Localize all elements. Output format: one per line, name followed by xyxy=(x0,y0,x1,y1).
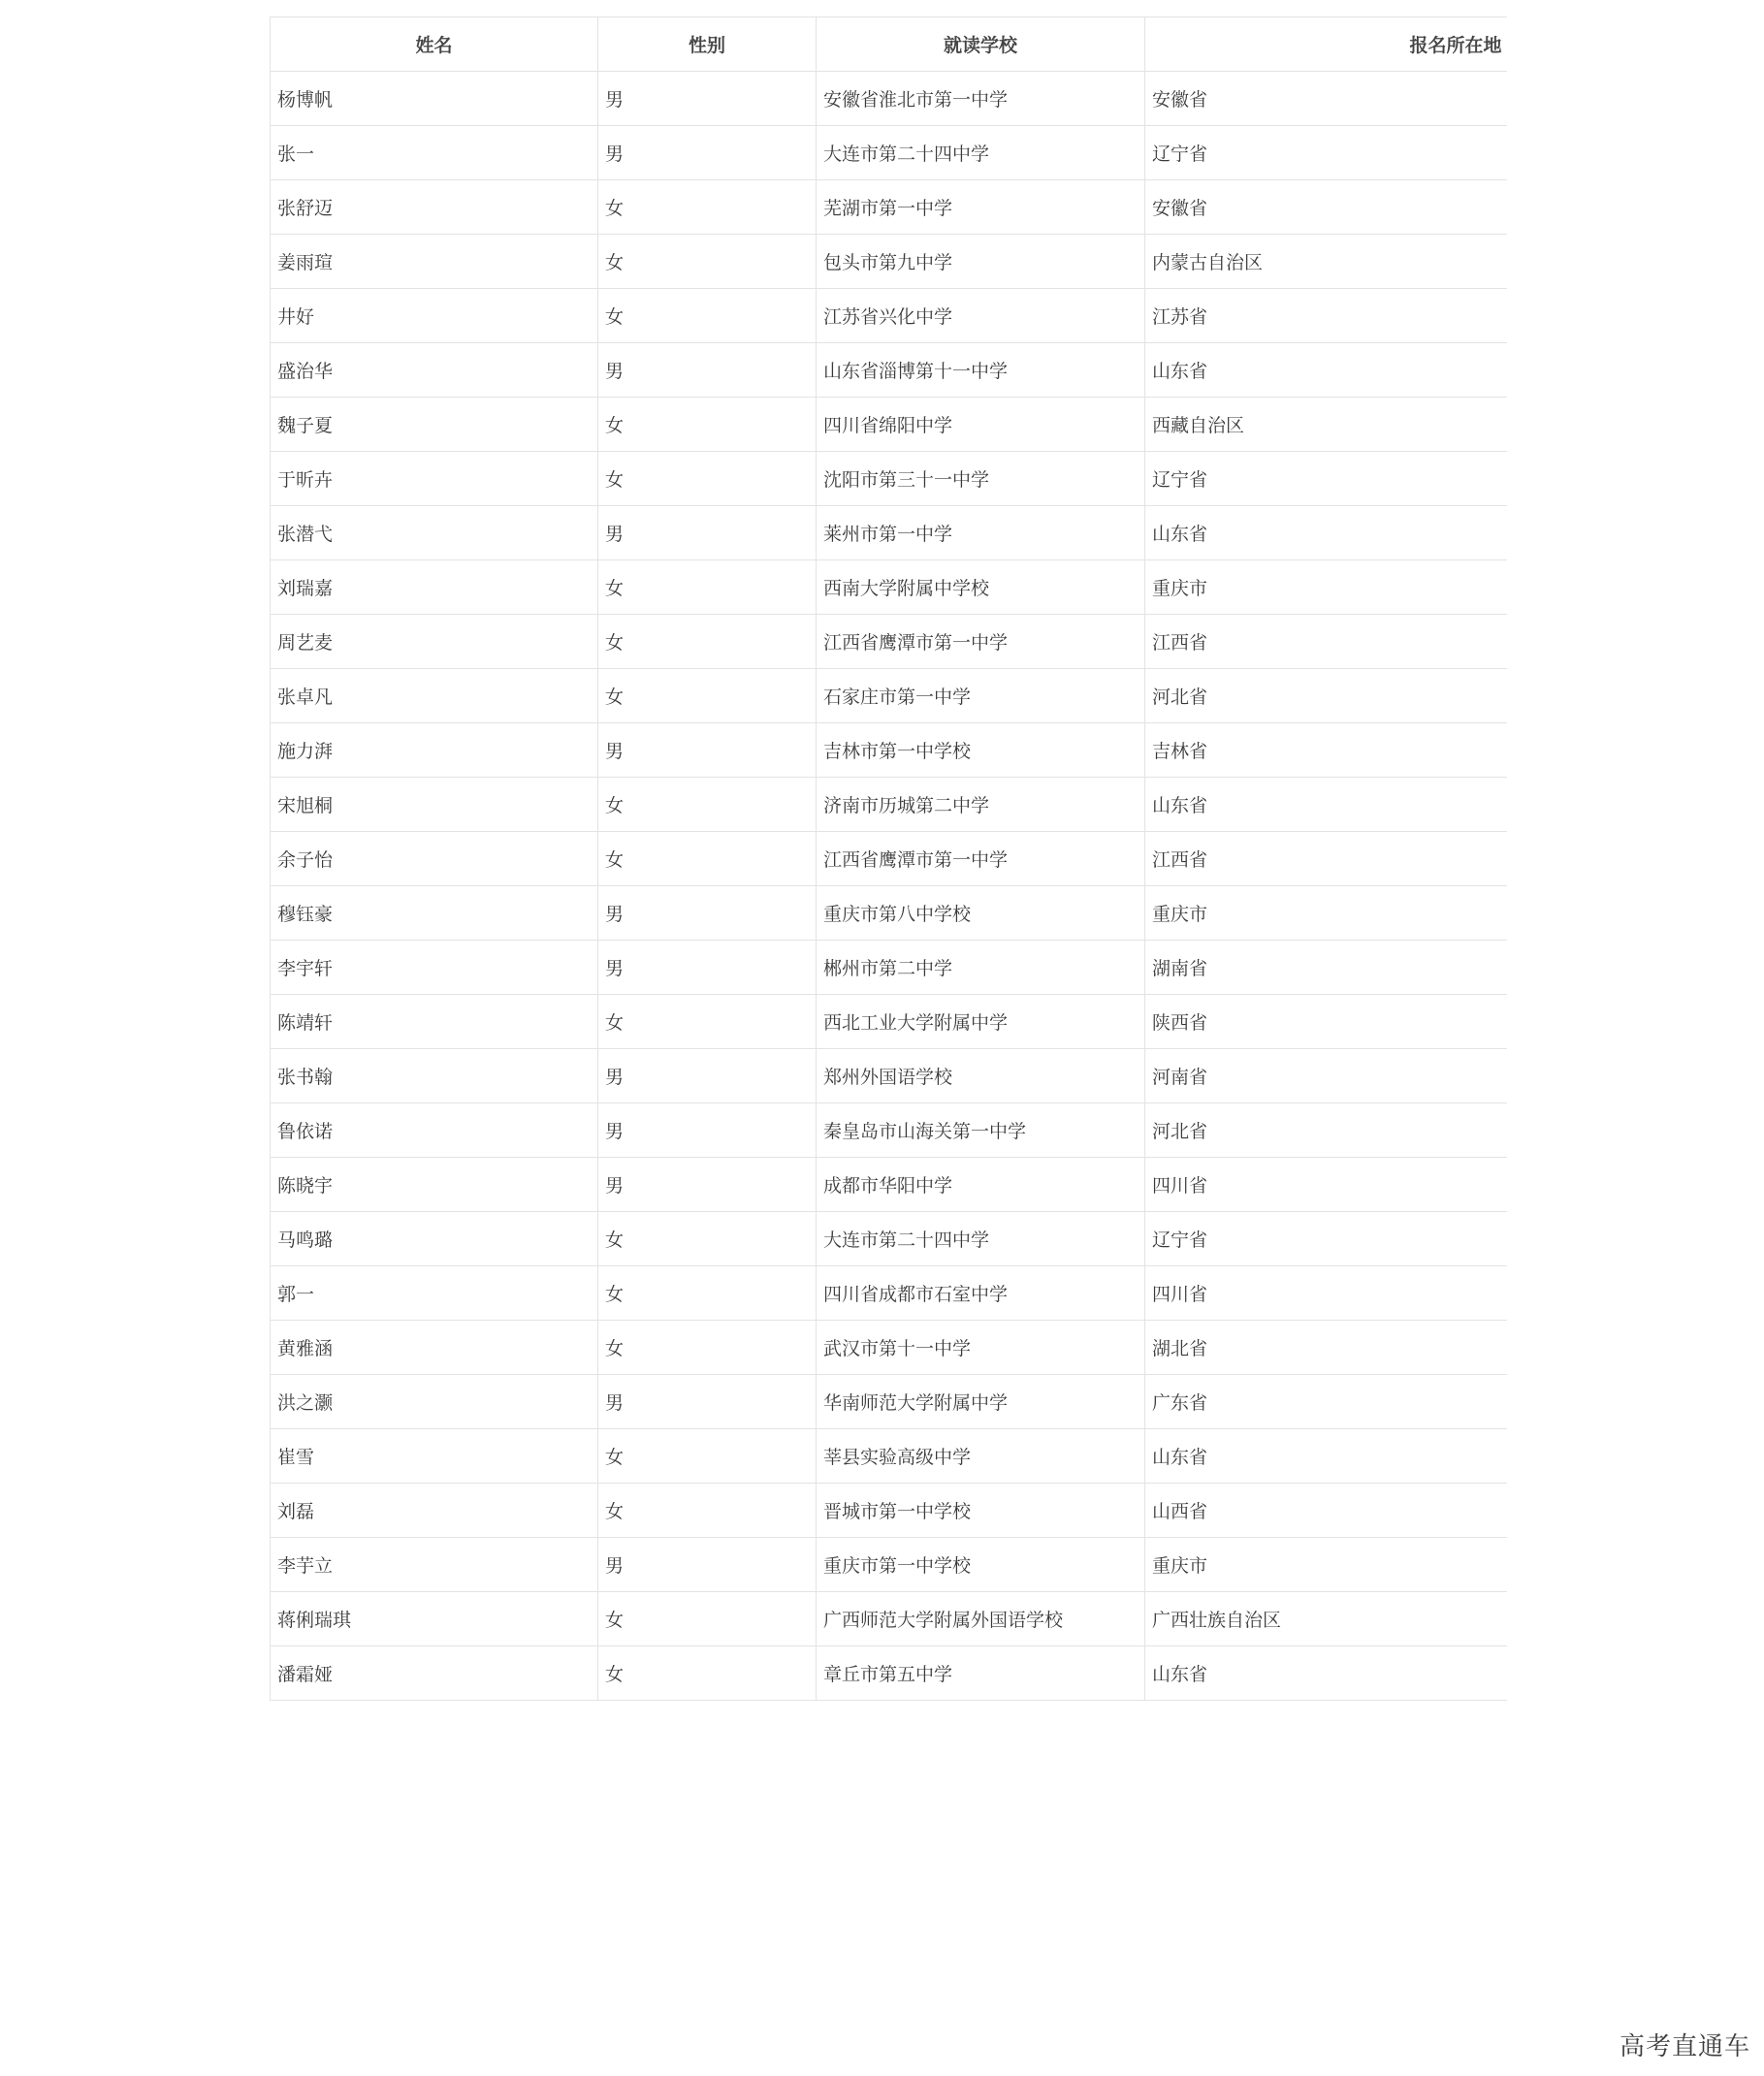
cell-gender: 女 xyxy=(598,289,817,343)
cell-region: 山东省 xyxy=(1145,343,1508,398)
cell-school: 芜湖市第一中学 xyxy=(817,180,1145,235)
cell-school: 大连市第二十四中学 xyxy=(817,1212,1145,1266)
cell-name: 张卓凡 xyxy=(271,669,598,723)
cell-name: 蒋俐瑞琪 xyxy=(271,1592,598,1646)
table-row xyxy=(271,723,1508,778)
table-row xyxy=(271,398,1508,452)
cell-region: 山东省 xyxy=(1145,1429,1508,1484)
cell-name: 马鸣璐 xyxy=(271,1212,598,1266)
cell-name: 洪之灏 xyxy=(271,1375,598,1429)
cell-gender: 男 xyxy=(598,723,817,778)
roster-table-container xyxy=(270,16,1507,1701)
cell-name: 黄雅涵 xyxy=(271,1321,598,1375)
cell-region: 山东省 xyxy=(1145,778,1508,832)
cell-name: 周艺麦 xyxy=(271,615,598,669)
cell-school: 石家庄市第一中学 xyxy=(817,669,1145,723)
cell-region: 江西省 xyxy=(1145,615,1508,669)
cell-school: 江西省鹰潭市第一中学 xyxy=(817,832,1145,886)
cell-gender: 女 xyxy=(598,180,817,235)
cell-region: 山西省 xyxy=(1145,1484,1508,1538)
table-row xyxy=(271,1538,1508,1592)
cell-region: 辽宁省 xyxy=(1145,452,1508,506)
cell-school: 江西省鹰潭市第一中学 xyxy=(817,615,1145,669)
table-row xyxy=(271,669,1508,723)
cell-gender: 女 xyxy=(598,235,817,289)
cell-name: 张舒迈 xyxy=(271,180,598,235)
cell-region: 广东省 xyxy=(1145,1375,1508,1429)
cell-gender: 女 xyxy=(598,832,817,886)
cell-school: 华南师范大学附属中学 xyxy=(817,1375,1145,1429)
cell-gender: 女 xyxy=(598,560,817,615)
cell-gender: 男 xyxy=(598,72,817,126)
cell-region: 山东省 xyxy=(1145,1646,1508,1701)
table-row xyxy=(271,1646,1508,1701)
column-header-region: 报名所在地 xyxy=(1145,17,1508,72)
cell-gender: 女 xyxy=(598,1484,817,1538)
cell-gender: 男 xyxy=(598,343,817,398)
cell-region: 吉林省 xyxy=(1145,723,1508,778)
cell-region: 江西省 xyxy=(1145,832,1508,886)
cell-region: 湖北省 xyxy=(1145,1321,1508,1375)
table-row xyxy=(271,941,1508,995)
cell-gender: 女 xyxy=(598,1429,817,1484)
cell-name: 余子怡 xyxy=(271,832,598,886)
column-header-gender: 性别 xyxy=(598,17,817,72)
cell-name: 于昕卉 xyxy=(271,452,598,506)
cell-school: 重庆市第一中学校 xyxy=(817,1538,1145,1592)
cell-gender: 男 xyxy=(598,1538,817,1592)
cell-region: 重庆市 xyxy=(1145,886,1508,941)
cell-name: 施力湃 xyxy=(271,723,598,778)
table-row xyxy=(271,832,1508,886)
cell-school: 武汉市第十一中学 xyxy=(817,1321,1145,1375)
cell-name: 井好 xyxy=(271,289,598,343)
table-row xyxy=(271,1158,1508,1212)
cell-gender: 女 xyxy=(598,1212,817,1266)
table-row xyxy=(271,1592,1508,1646)
watermark-text: 高考直通车 xyxy=(1619,2032,1750,2061)
cell-region: 江苏省 xyxy=(1145,289,1508,343)
table-body xyxy=(271,72,1508,1701)
cell-gender: 女 xyxy=(598,669,817,723)
table-row xyxy=(271,1375,1508,1429)
cell-gender: 男 xyxy=(598,1158,817,1212)
table-row xyxy=(271,126,1508,180)
cell-school: 四川省绵阳中学 xyxy=(817,398,1145,452)
roster-table xyxy=(270,16,1507,1701)
cell-name: 陈靖轩 xyxy=(271,995,598,1049)
cell-region: 安徽省 xyxy=(1145,180,1508,235)
cell-school: 江苏省兴化中学 xyxy=(817,289,1145,343)
cell-gender: 男 xyxy=(598,941,817,995)
cell-region: 辽宁省 xyxy=(1145,1212,1508,1266)
cell-gender: 女 xyxy=(598,615,817,669)
cell-gender: 女 xyxy=(598,1592,817,1646)
cell-name: 潘霜娅 xyxy=(271,1646,598,1701)
cell-gender: 女 xyxy=(598,1266,817,1321)
cell-region: 四川省 xyxy=(1145,1266,1508,1321)
cell-gender: 男 xyxy=(598,1103,817,1158)
cell-school: 晋城市第一中学校 xyxy=(817,1484,1145,1538)
column-header-name: 姓名 xyxy=(271,17,598,72)
table-row xyxy=(271,995,1508,1049)
cell-school: 章丘市第五中学 xyxy=(817,1646,1145,1701)
cell-school: 秦皇岛市山海关第一中学 xyxy=(817,1103,1145,1158)
cell-school: 济南市历城第二中学 xyxy=(817,778,1145,832)
cell-school: 大连市第二十四中学 xyxy=(817,126,1145,180)
cell-name: 刘磊 xyxy=(271,1484,598,1538)
cell-name: 李宇轩 xyxy=(271,941,598,995)
cell-gender: 女 xyxy=(598,778,817,832)
cell-name: 张潜弋 xyxy=(271,506,598,560)
table-row xyxy=(271,180,1508,235)
cell-school: 安徽省淮北市第一中学 xyxy=(817,72,1145,126)
cell-school: 莱州市第一中学 xyxy=(817,506,1145,560)
table-row xyxy=(271,506,1508,560)
cell-region: 四川省 xyxy=(1145,1158,1508,1212)
cell-region: 河南省 xyxy=(1145,1049,1508,1103)
cell-school: 西南大学附属中学校 xyxy=(817,560,1145,615)
cell-school: 四川省成都市石室中学 xyxy=(817,1266,1145,1321)
cell-region: 内蒙古自治区 xyxy=(1145,235,1508,289)
cell-name: 张书翰 xyxy=(271,1049,598,1103)
cell-school: 郴州市第二中学 xyxy=(817,941,1145,995)
table-row xyxy=(271,886,1508,941)
cell-name: 穆钰豪 xyxy=(271,886,598,941)
cell-gender: 女 xyxy=(598,995,817,1049)
cell-school: 吉林市第一中学校 xyxy=(817,723,1145,778)
table-row xyxy=(271,1429,1508,1484)
cell-school: 西北工业大学附属中学 xyxy=(817,995,1145,1049)
cell-gender: 男 xyxy=(598,126,817,180)
table-row xyxy=(271,1049,1508,1103)
cell-gender: 女 xyxy=(598,1646,817,1701)
cell-name: 鲁依诺 xyxy=(271,1103,598,1158)
table-row xyxy=(271,615,1508,669)
cell-school: 郑州外国语学校 xyxy=(817,1049,1145,1103)
cell-school: 成都市华阳中学 xyxy=(817,1158,1145,1212)
table-row xyxy=(271,289,1508,343)
cell-name: 张一 xyxy=(271,126,598,180)
table-row xyxy=(271,343,1508,398)
cell-name: 杨博帆 xyxy=(271,72,598,126)
table-header-row xyxy=(271,17,1508,72)
cell-region: 重庆市 xyxy=(1145,1538,1508,1592)
cell-region: 重庆市 xyxy=(1145,560,1508,615)
table-row xyxy=(271,778,1508,832)
cell-gender: 女 xyxy=(598,1321,817,1375)
cell-gender: 女 xyxy=(598,452,817,506)
cell-region: 湖南省 xyxy=(1145,941,1508,995)
cell-name: 崔雪 xyxy=(271,1429,598,1484)
table-row xyxy=(271,235,1508,289)
cell-name: 刘瑞嘉 xyxy=(271,560,598,615)
cell-name: 李芋立 xyxy=(271,1538,598,1592)
cell-name: 盛治华 xyxy=(271,343,598,398)
table-row xyxy=(271,1321,1508,1375)
cell-school: 莘县实验高级中学 xyxy=(817,1429,1145,1484)
cell-school: 广西师范大学附属外国语学校 xyxy=(817,1592,1145,1646)
cell-school: 沈阳市第三十一中学 xyxy=(817,452,1145,506)
cell-name: 魏子夏 xyxy=(271,398,598,452)
cell-name: 陈晓宇 xyxy=(271,1158,598,1212)
table-row xyxy=(271,1484,1508,1538)
cell-school: 重庆市第八中学校 xyxy=(817,886,1145,941)
table-row xyxy=(271,1266,1508,1321)
cell-school: 山东省淄博第十一中学 xyxy=(817,343,1145,398)
column-header-school: 就读学校 xyxy=(817,17,1145,72)
cell-region: 西藏自治区 xyxy=(1145,398,1508,452)
cell-gender: 男 xyxy=(598,886,817,941)
cell-gender: 男 xyxy=(598,1049,817,1103)
cell-gender: 女 xyxy=(598,398,817,452)
table-row xyxy=(271,1103,1508,1158)
cell-region: 辽宁省 xyxy=(1145,126,1508,180)
cell-name: 姜雨瑄 xyxy=(271,235,598,289)
cell-region: 安徽省 xyxy=(1145,72,1508,126)
cell-name: 郭一 xyxy=(271,1266,598,1321)
table-row xyxy=(271,1212,1508,1266)
table-row xyxy=(271,452,1508,506)
cell-region: 山东省 xyxy=(1145,506,1508,560)
cell-name: 宋旭桐 xyxy=(271,778,598,832)
cell-gender: 男 xyxy=(598,506,817,560)
cell-region: 广西壮族自治区 xyxy=(1145,1592,1508,1646)
cell-school: 包头市第九中学 xyxy=(817,235,1145,289)
table-row xyxy=(271,72,1508,126)
cell-gender: 男 xyxy=(598,1375,817,1429)
cell-region: 陕西省 xyxy=(1145,995,1508,1049)
cell-region: 河北省 xyxy=(1145,669,1508,723)
cell-region: 河北省 xyxy=(1145,1103,1508,1158)
table-row xyxy=(271,560,1508,615)
